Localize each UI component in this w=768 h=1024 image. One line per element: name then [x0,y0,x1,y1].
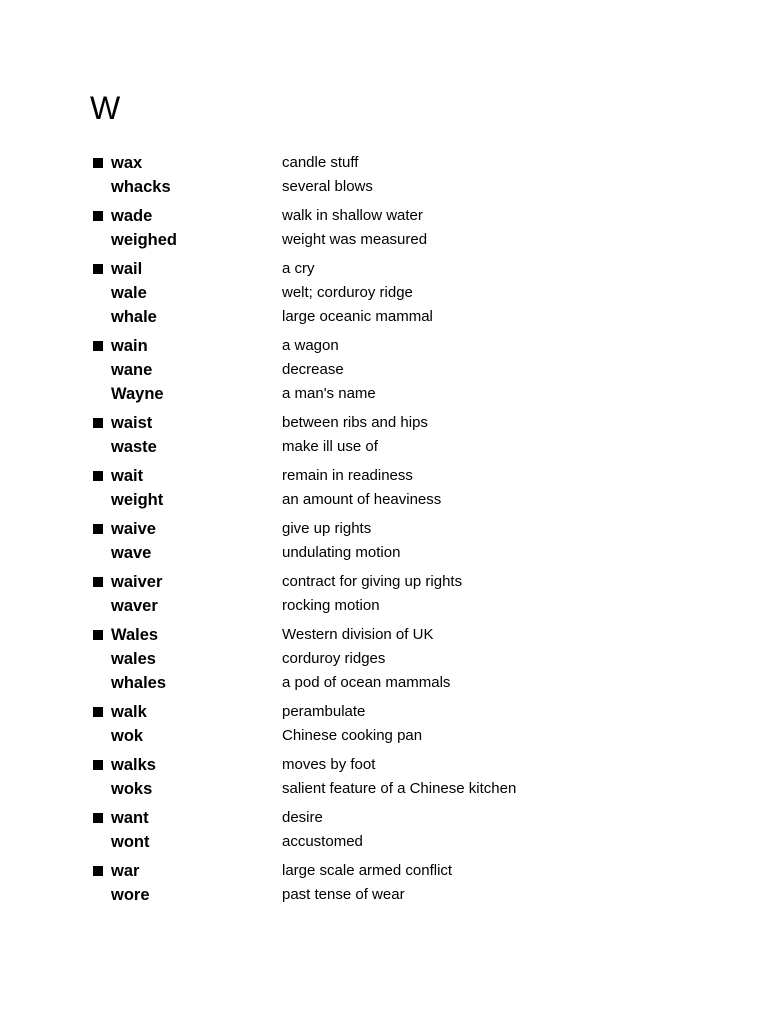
word: walk [111,703,147,721]
list-item [90,435,690,459]
word: waist [111,414,153,432]
word: wales [111,650,156,668]
homophone-group [90,257,690,329]
definition: large scale armed conflict [282,862,453,879]
word: Wales [111,626,159,644]
list-item [90,257,690,281]
homophone-group [90,411,690,459]
word: waver [111,597,158,615]
word: wont [111,833,150,851]
word: wale [111,284,147,302]
word: war [111,862,140,880]
definition: between ribs and hips [282,414,428,431]
homophone-group [90,700,690,748]
homophone-group [90,151,690,199]
word: wail [111,260,143,278]
word: wave [111,544,152,562]
list-item [90,806,690,830]
definition: a wagon [282,337,339,354]
definition: accustomed [282,833,363,850]
list-item [90,859,690,883]
definition: undulating motion [282,544,401,561]
list-item [90,151,690,175]
definition: corduroy ridges [282,650,386,667]
list-item [90,647,690,671]
list-item [90,623,690,647]
homophone-group [90,464,690,512]
word: wain [111,337,148,355]
list-item [90,671,690,695]
definition: welt; corduroy ridge [282,284,413,301]
word: Wayne [111,385,164,403]
word: whale [111,308,157,326]
list-item [90,382,690,406]
definition: desire [282,809,323,826]
definition: rocking motion [282,597,380,614]
word: woks [111,780,153,798]
word: wade [111,207,153,225]
list-item [90,305,690,329]
homophone-group [90,859,690,907]
list-item [90,358,690,382]
list-item [90,464,690,488]
definition: several blows [282,178,373,195]
definition: weight was measured [282,231,428,248]
definition: large oceanic mammal [282,308,433,325]
list-item [90,541,690,565]
list-item [90,570,690,594]
definition: decrease [282,361,344,378]
homophone-group [90,517,690,565]
homophone-group [90,753,690,801]
list-item [90,724,690,748]
list-item [90,517,690,541]
definition: make ill use of [282,438,378,455]
word: waste [111,438,157,456]
word: whales [111,674,167,692]
list-item [90,411,690,435]
list-item [90,334,690,358]
list-item [90,228,690,252]
page-heading: W [90,90,121,126]
definition: perambulate [282,703,366,720]
definition: past tense of wear [282,886,405,903]
homophone-group [90,570,690,618]
definition: give up rights [282,520,372,537]
list-item [90,883,690,907]
definition: moves by foot [282,756,376,773]
list-item [90,488,690,512]
homophone-group [90,806,690,854]
list-item [90,204,690,228]
word: wok [111,727,144,745]
word: wait [111,467,144,485]
definition: a cry [282,260,315,277]
word: waive [111,520,156,538]
word: wax [111,154,143,172]
homophone-group [90,334,690,406]
definition: a man's name [282,385,376,402]
list-item [90,281,690,305]
definition: an amount of heaviness [282,491,442,508]
definition: contract for giving up rights [282,573,463,590]
list-item [90,753,690,777]
definition: salient feature of a Chinese kitchen [282,780,517,797]
homophone-group [90,623,690,695]
definition: remain in readiness [282,467,413,484]
word: whacks [111,178,171,196]
list-item [90,700,690,724]
definition: a pod of ocean mammals [282,674,451,691]
word: wane [111,361,153,379]
word: want [111,809,149,827]
list-item [90,175,690,199]
list-item [90,594,690,618]
definition: Chinese cooking pan [282,727,423,744]
definition: candle stuff [282,154,359,171]
word: weighed [111,231,178,249]
list-item [90,777,690,801]
homophone-group [90,204,690,252]
homophone-list [90,151,690,912]
word: weight [111,491,164,509]
list-item [90,830,690,854]
word: walks [111,756,156,774]
definition: walk in shallow water [282,207,423,224]
definition: Western division of UK [282,626,434,643]
word: waiver [111,573,163,591]
word: wore [111,886,150,904]
